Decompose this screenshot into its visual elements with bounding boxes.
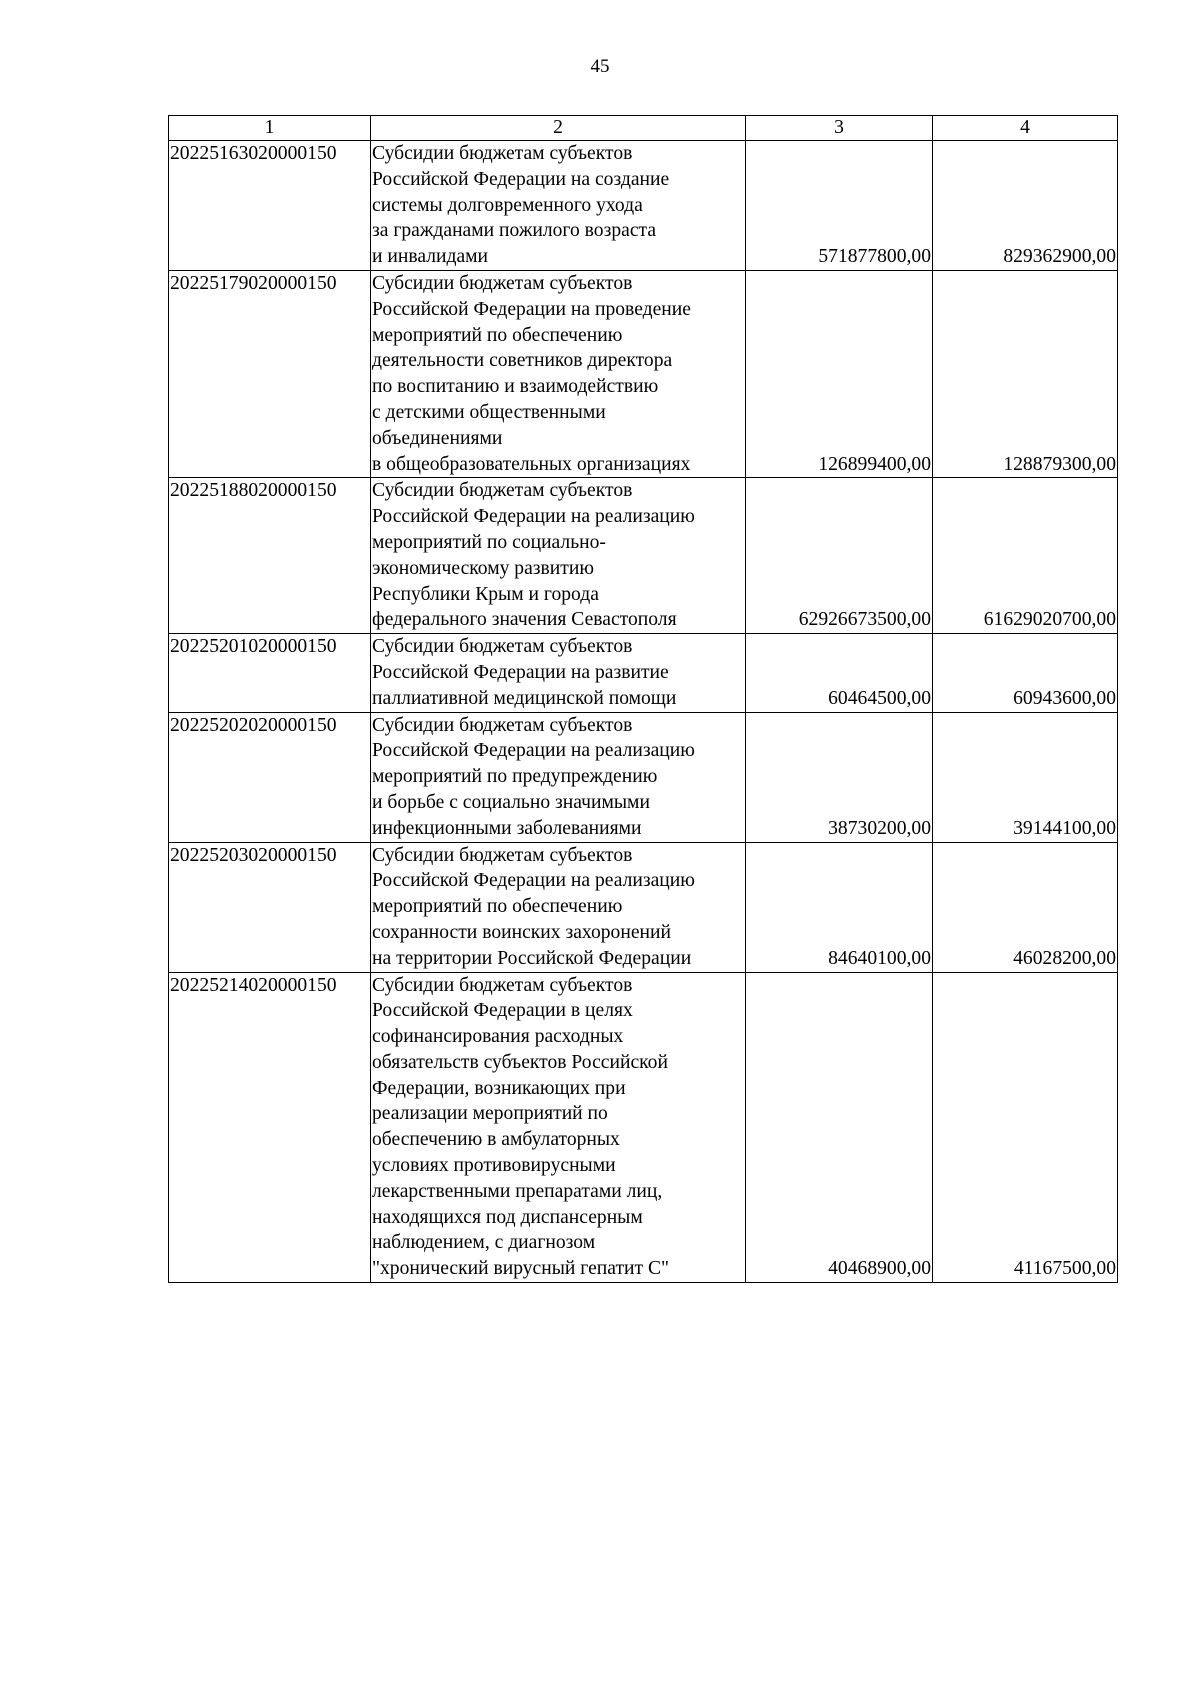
description-cell	[371, 712, 746, 842]
description-line: реализации мероприятий по	[372, 1103, 608, 1125]
column-number-header: 2	[371, 116, 746, 141]
description-cell	[371, 141, 746, 271]
amount-column-3-cell: 84640100,00	[746, 842, 933, 972]
amount-column-3-cell: 62926673500,00	[746, 478, 933, 634]
description-cell	[371, 478, 746, 634]
amount-column-4-cell: 39144100,00	[933, 712, 1118, 842]
description-line: Российской Федерации на развитие	[372, 661, 669, 683]
column-number-header: 1	[169, 116, 371, 141]
table-row	[169, 141, 1118, 271]
description-line: мероприятий по социально-	[372, 531, 606, 553]
budget-code-cell: 20225163020000150	[169, 141, 371, 271]
description-line: мероприятий по обеспечению	[372, 896, 623, 918]
amount-column-3-cell: 38730200,00	[746, 712, 933, 842]
column-number-header: 4	[933, 116, 1118, 141]
budget-code-cell: 20225214020000150	[169, 972, 371, 1283]
description-line: деятельности советников директора	[372, 350, 673, 372]
amount-column-3-cell: 571877800,00	[746, 141, 933, 271]
page-number: 45	[590, 56, 610, 77]
description-line: инфекционными заболеваниями	[372, 817, 642, 839]
budget-table	[168, 115, 1118, 1283]
description-line: и борьбе с социально значимыми	[372, 791, 650, 813]
amount-column-4-cell: 61629020700,00	[933, 478, 1118, 634]
budget-code-cell: 20225203020000150	[169, 842, 371, 972]
description-line: софинансирования расходных	[372, 1026, 624, 1048]
description-line: за гражданами пожилого возраста	[372, 220, 657, 242]
description-line: Республики Крым и города	[372, 583, 599, 605]
table-row	[169, 478, 1118, 634]
table-row	[169, 270, 1118, 477]
description-cell	[371, 972, 746, 1283]
description-cell	[371, 270, 746, 477]
description-line: мероприятий по предупреждению	[372, 766, 658, 788]
description-cell	[371, 634, 746, 712]
column-number-header: 3	[746, 116, 933, 141]
amount-column-4-cell: 829362900,00	[933, 141, 1118, 271]
description-line: Российской Федерации на создание	[372, 168, 670, 190]
description-line: Субсидии бюджетам субъектов	[372, 143, 633, 164]
amount-column-4-cell: 60943600,00	[933, 634, 1118, 712]
description-line: условиях противовирусными	[372, 1155, 616, 1177]
amount-column-4-cell: 128879300,00	[933, 270, 1118, 477]
description-line: находящихся под диспансерным	[372, 1206, 643, 1228]
amount-column-3-cell: 40468900,00	[746, 972, 933, 1283]
description-line: Российской Федерации на проведение	[372, 298, 691, 320]
description-line: "хронический вирусный гепатит С"	[372, 1258, 670, 1280]
description-line: обязательств субъектов Российской	[372, 1051, 668, 1073]
description-line: системы долговременного ухода	[372, 194, 643, 216]
description-line: Российской Федерации на реализацию	[372, 506, 695, 528]
description-line: Субсидии бюджетам субъектов	[372, 636, 633, 658]
description-line: с детскими общественными	[372, 401, 606, 423]
table-row	[169, 972, 1118, 1283]
description-line: Субсидии бюджетам субъектов	[372, 844, 633, 866]
description-line: лекарственными препаратами лиц,	[372, 1180, 663, 1202]
budget-code-cell: 20225201020000150	[169, 634, 371, 712]
amount-column-3-cell: 60464500,00	[746, 634, 933, 712]
description-line: федерального значения Севастополя	[372, 609, 677, 631]
description-line: Российской Федерации на реализацию	[372, 740, 695, 762]
budget-code-cell: 20225188020000150	[169, 478, 371, 634]
description-line: по воспитанию и взаимодействию	[372, 376, 659, 398]
table-row	[169, 842, 1118, 972]
description-line: Субсидии бюджетам субъектов	[372, 272, 633, 294]
amount-column-4-cell: 41167500,00	[933, 972, 1118, 1283]
description-cell	[371, 842, 746, 972]
description-line: Субсидии бюджетам субъектов	[372, 974, 633, 996]
table-body	[169, 141, 1118, 1283]
description-line: Федерации, возникающих при	[372, 1077, 626, 1099]
table-row	[169, 634, 1118, 712]
description-line: и инвалидами	[372, 246, 489, 268]
description-line: Российской Федерации в целях	[372, 1000, 633, 1022]
table-row	[169, 712, 1118, 842]
description-line: на территории Российской Федерации	[372, 947, 692, 969]
description-line: обеспечению в амбулаторных	[372, 1129, 620, 1151]
description-line: объединениями	[372, 427, 503, 449]
description-line: наблюдением, с диагнозом	[372, 1232, 596, 1254]
description-line: мероприятий по обеспечению	[372, 324, 623, 346]
description-line: Российской Федерации на реализацию	[372, 870, 695, 892]
amount-column-4-cell: 46028200,00	[933, 842, 1118, 972]
description-line: паллиативной медицинской помощи	[372, 687, 677, 709]
budget-code-cell: 20225202020000150	[169, 712, 371, 842]
description-line: Субсидии бюджетам субъектов	[372, 714, 633, 736]
description-line: экономическому развитию	[372, 557, 594, 579]
description-line: в общеобразовательных организациях	[372, 453, 691, 475]
budget-code-cell: 20225179020000150	[169, 270, 371, 477]
description-line: сохранности воинских захоронений	[372, 921, 671, 943]
amount-column-3-cell: 126899400,00	[746, 270, 933, 477]
description-line: Субсидии бюджетам субъектов	[372, 480, 633, 502]
column-number-row	[169, 116, 1118, 141]
